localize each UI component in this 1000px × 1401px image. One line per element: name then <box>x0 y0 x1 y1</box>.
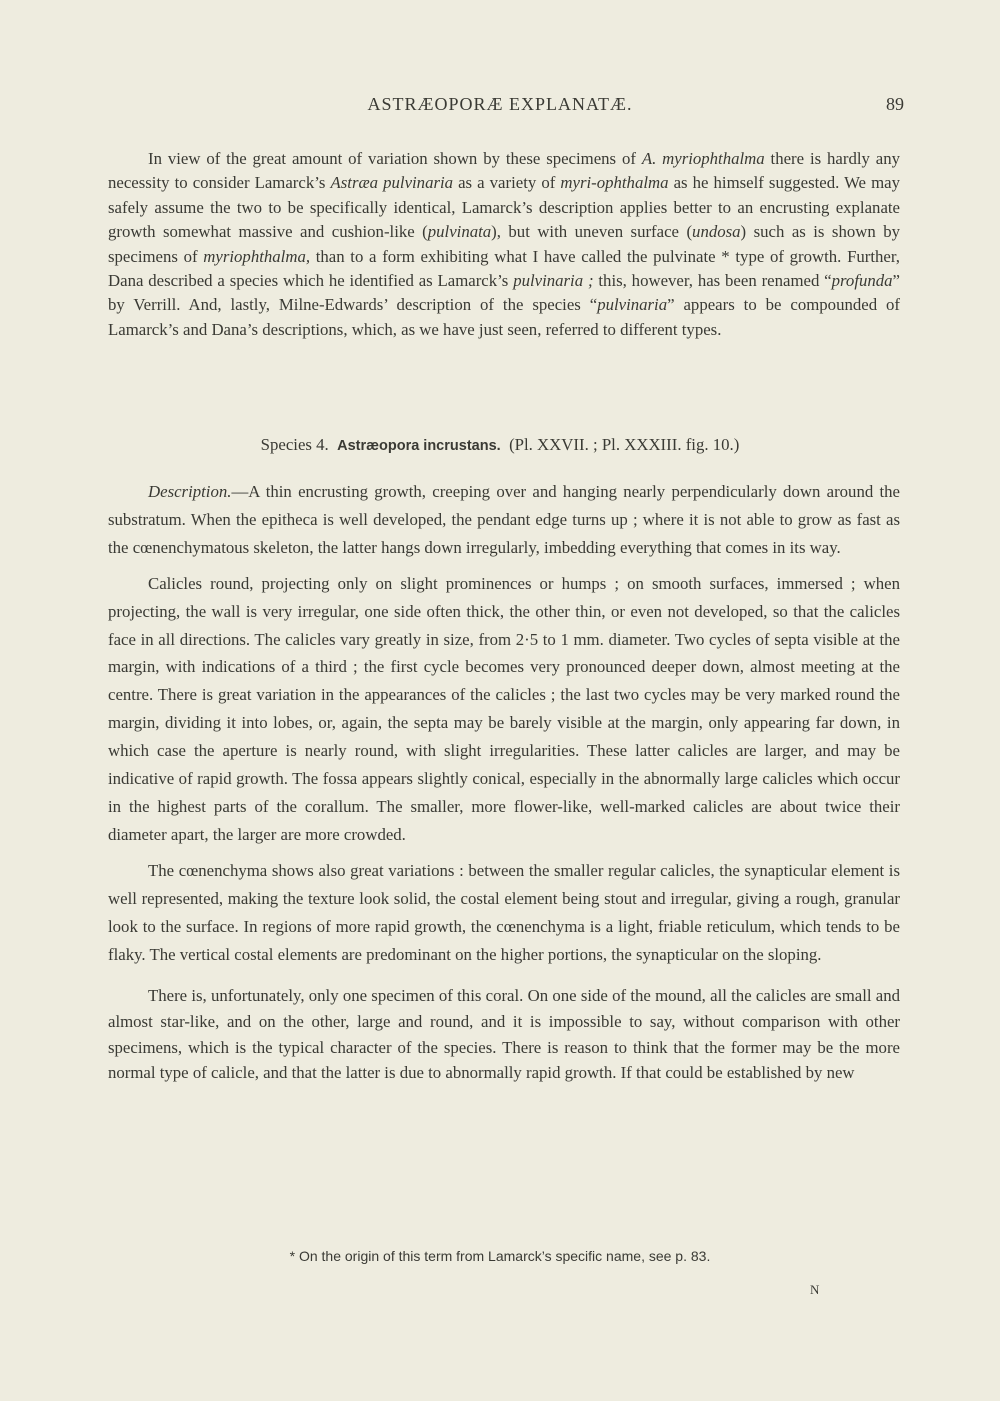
text-run: as a variety of <box>453 173 561 193</box>
latin-term: undosa <box>692 222 741 242</box>
text-run: there is hardly any necessity to consider Lamarck’s <box>108 149 900 193</box>
species-description <box>108 478 900 1086</box>
paragraph-specimen: There is, unfortunately, only one specimen of this coral. On one side of the mound, all the calicles are small and almost star-like, and on the other, large and round, and it is impossible to say, without comparison with other specimens, which is the typical character of the species. There is reason to think that the former may be the more normal type of calicle, and that the latter is due to abnormally rapid growth. If that could be established by new <box>108 986 900 1083</box>
running-head <box>0 94 1000 120</box>
text-run: ” by Verrill. And, lastly, Milne-Edwards’ description of the species “ <box>108 271 900 315</box>
paragraph-variation <box>108 147 900 342</box>
species-name: Astræopora incrustans. <box>337 438 501 454</box>
taxon-name: pulvinaria <box>597 295 668 315</box>
running-title: ASTRÆOPORÆ EXPLANATÆ. <box>367 94 633 114</box>
taxon-name: myri-ophthalma <box>560 173 669 193</box>
latin-term: pulvinata <box>427 222 492 242</box>
taxon-name: Astræa pulvinaria <box>330 173 454 193</box>
species-label: Species 4. <box>260 435 329 454</box>
paragraph-description <box>108 478 900 562</box>
species-heading <box>0 435 1000 455</box>
text-run: as he himself suggested. We may safely assume the two to be specifically identical, Lamarck’s description applies better to an encrusting explanate growth somewhat massive and cushion-like ( <box>108 173 900 242</box>
footnote: * On the origin of this term from Lamarck’s specific name, see p. 83. <box>289 1248 711 1264</box>
text-run: In view of the great amount of variation shown by these specimens of <box>148 149 642 168</box>
signature-mark: N <box>810 1282 820 1297</box>
text-run: ), but with uneven surface ( <box>491 222 693 242</box>
text-run: —A thin encrusting growth, creeping over and hanging nearly perpendicularly down around the substratum. When the epitheca is well developed, the pendant edge turns up ; where it is not able to grow as fast as the cœnenchymatous skeleton, the latter hangs down irregularly, imbedding everything that comes in its way. <box>108 482 900 557</box>
description-lead: Description. <box>148 482 232 501</box>
plate-references: (Pl. XXVII. ; Pl. XXXIII. fig. 10.) <box>509 435 740 454</box>
page-number: 89 <box>886 94 904 114</box>
paragraph-calicles: Calicles round, projecting only on slight prominences or humps ; on smooth surfaces, immersed ; when projecting, the wall is very irregular, one side often thick, the other thin, or even not developed, so that the calicles face in all directions. The calicles vary greatly in size, from 2·5 to 1 mm. diameter. Two cycles of septa visible at the margin, with indications of a third ; the first cycle becomes very pronounced deeper down, almost meeting at the centre. There is great variation in the appearances of the calicles ; the last two cycles may be very marked round the margin, dividing it into lobes, or, again, the septa may be barely visible at the margin, only appearing far down, in which case the aperture is nearly round, with slight irregularities. These latter calicles are larger, and may be indicative of rapid growth. The fossa appears slightly conical, especially in the abnormally large calicles which occur in the highest parts of the corallum. The smaller, more flower-like, well-marked calicles are about twice their diameter apart, the larger are more crowded. <box>108 573 900 844</box>
text-run: ” appears to be compounded of Lamarck’s and Dana’s descriptions, which, as we have just seen, referred to different types. <box>108 295 900 339</box>
taxon-name: myriophthalma, <box>203 246 311 266</box>
text-run: than to a form exhibiting what I have called the pulvinate * type of growth. Further, Dana described a species which he identified as Lamarck’s <box>108 246 900 291</box>
text-run: this, however, has been renamed “ <box>593 271 832 291</box>
taxon-name: A. myriophthalma <box>641 149 765 168</box>
paragraph-coenenchyma: The cœnenchyma shows also great variations : between the smaller regular calicles, the synapticular element is well represented, making the texture look solid, the costal element being stout and irregular, giving a rough, granular look to the surface. In regions of more rapid growth, the cœnenchyma is a light, friable reticulum, which tends to be flaky. The vertical costal elements are predominant on the higher portions, the synapticular on the sloping. <box>108 860 900 964</box>
text-run: ) such as is shown by specimens of <box>108 222 900 266</box>
taxon-name: pulvinaria ; <box>513 271 594 291</box>
taxon-name: profunda <box>831 271 893 291</box>
